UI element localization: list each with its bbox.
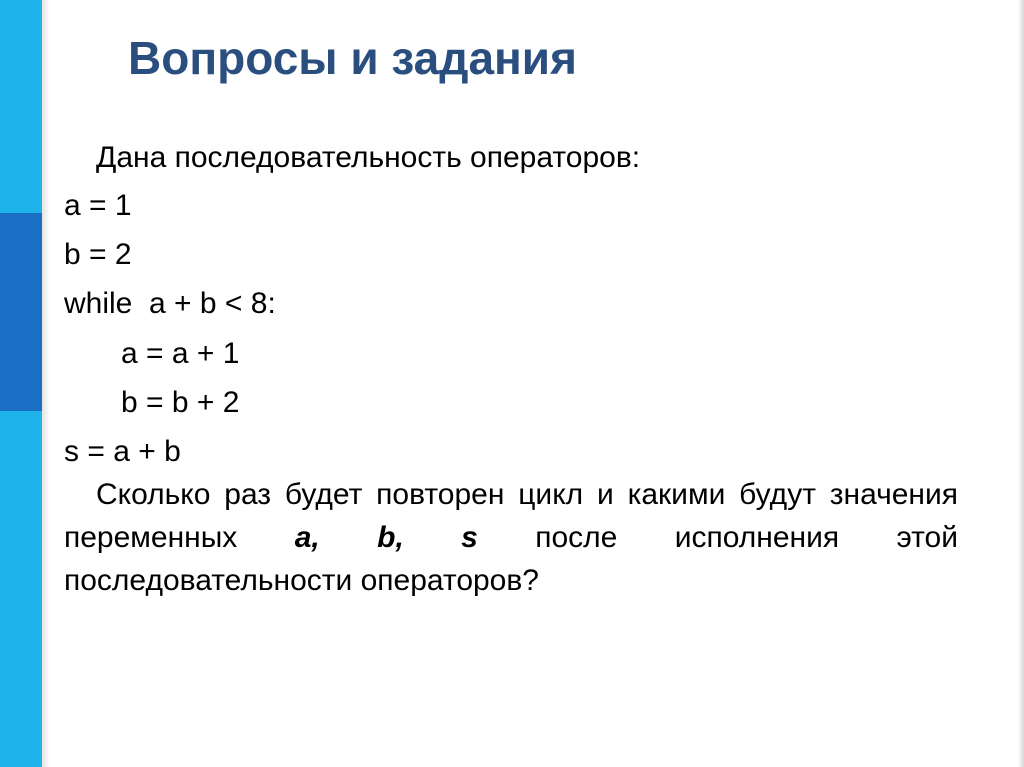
code-line-3: while a + b < 8:	[64, 287, 276, 320]
question-text	[64, 473, 958, 602]
question-part-2: после исполнения этой последовательности операторов?	[64, 521, 958, 597]
code-line-5: b = b + 2	[121, 386, 240, 419]
code-line-6: s = a + b	[64, 435, 181, 468]
code-line-4: a = a + 1	[121, 337, 240, 370]
code-line-2: b = 2	[64, 238, 132, 271]
right-shadow	[1018, 0, 1024, 767]
question-variables: a, b, s	[294, 521, 478, 554]
side-shadow	[42, 0, 50, 767]
intro-text: Дана последовательность операторов:	[96, 141, 641, 174]
slide-title: Вопросы и задания	[128, 32, 577, 84]
side-accent-block	[0, 213, 42, 411]
code-line-1: a = 1	[64, 189, 132, 222]
question-part-1: Сколько раз будет повторен цикл и какими будут значения переменных	[64, 478, 958, 554]
